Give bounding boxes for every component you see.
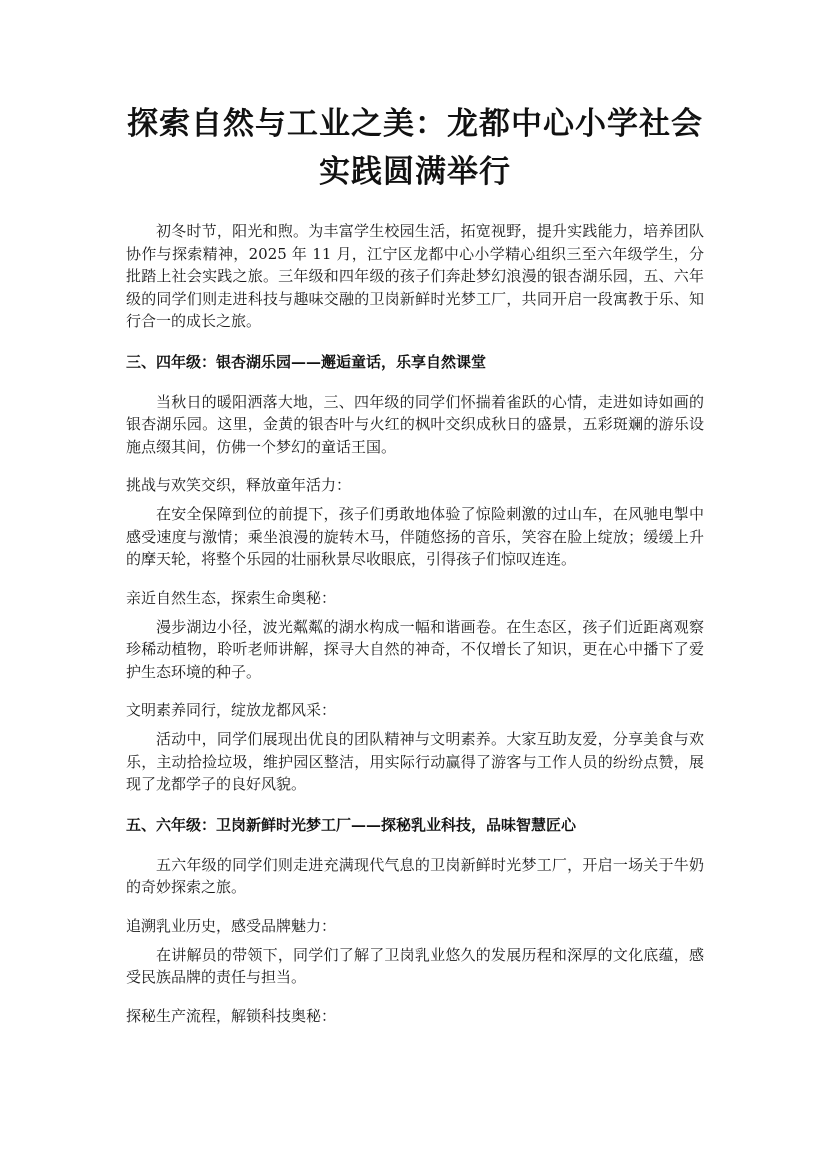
subheading-history: 追溯乳业历史，感受品牌魅力：	[126, 916, 337, 935]
article-body	[126, 100, 704, 1027]
subheading-civility: 文明素养同行，绽放龙都风采：	[126, 701, 337, 719]
paragraph-history: 在讲解员的带领下，同学们了解了卫岗乳业悠久的发展历程和深厚的文化底蕴，感受民族品牌的责任与担当。	[126, 945, 704, 986]
section-lead-paragraph: 五六年级的同学们则走进充满现代气息的卫岗新鲜时光梦工厂，开启一场关于牛奶的奇妙探索之旅。	[126, 855, 704, 896]
subheading-challenge: 挑战与欢笑交织，释放童年活力：	[126, 476, 352, 494]
subheading-nature: 亲近自然生态，探索生命奥秘：	[126, 588, 337, 607]
intro-paragraph: 初冬时节，阳光和煦。为丰富学生校园生活，拓宽视野，提升实践能力，培养团队协作与探索精神，2025 年 11 月，江宁区龙都中心小学精心组织三至六年级学生，分批踏上社会实践之旅。三年级和四年级的孩子们奔赴梦幻浪漫的银杏湖乐园，五、六年级的同学们则走进科技与趣味交融的卫岗新鲜时光梦工厂，共同开启一段寓教于乐、知行合一的成长之旅。	[126, 222, 704, 330]
section-heading-grade-5-6: 五、六年级：卫岗新鲜时光梦工厂——探秘乳业科技，品味智慧匠心	[126, 815, 577, 834]
paragraph-civility: 活动中，同学们展现出优良的团队精神与文明素养。大家互助友爱，分享美食与欢乐，主动拾捡垃圾，维护园区整洁，用实际行动赢得了游客与工作人员的纷纷点赞，展现了龙都学子的良好风貌。	[126, 730, 704, 793]
subheading-production: 探秘生产流程，解锁科技奥秘：	[126, 1006, 337, 1025]
paragraph-nature: 漫步湖边小径，波光粼粼的湖水构成一幅和谐画卷。在生态区，孩子们近距离观察珍稀动植物，聆听老师讲解，探寻大自然的神奇，不仅增长了知识，更在心中播下了爱护生态环境的种子。	[126, 617, 704, 681]
section-heading-grade-3-4: 三、四年级：银杏湖乐园——邂逅童话，乐享自然课堂	[126, 352, 487, 371]
paragraph-challenge: 在安全保障到位的前提下，孩子们勇敢地体验了惊险刺激的过山车，在风驰电掣中感受速度与激情；乘坐浪漫的旋转木马，伴随悠扬的音乐，笑容在脸上绽放；缓缓上升的摩天轮，将整个乐园的壮丽秋景尽收眼底，引得孩子们惊叹连连。	[126, 505, 704, 568]
article-title: 探索自然与工业之美：龙都中心小学社会实践圆满举行	[127, 106, 703, 190]
section-lead-paragraph: 当秋日的暖阳洒落大地，三、四年级的同学们怀揣着雀跃的心情，走进如诗如画的银杏湖乐园。这里，金黄的银杏叶与火红的枫叶交织成秋日的盛景，五彩斑斓的游乐设施点缀其间，仿佛一个梦幻的童话王国。	[126, 392, 704, 456]
